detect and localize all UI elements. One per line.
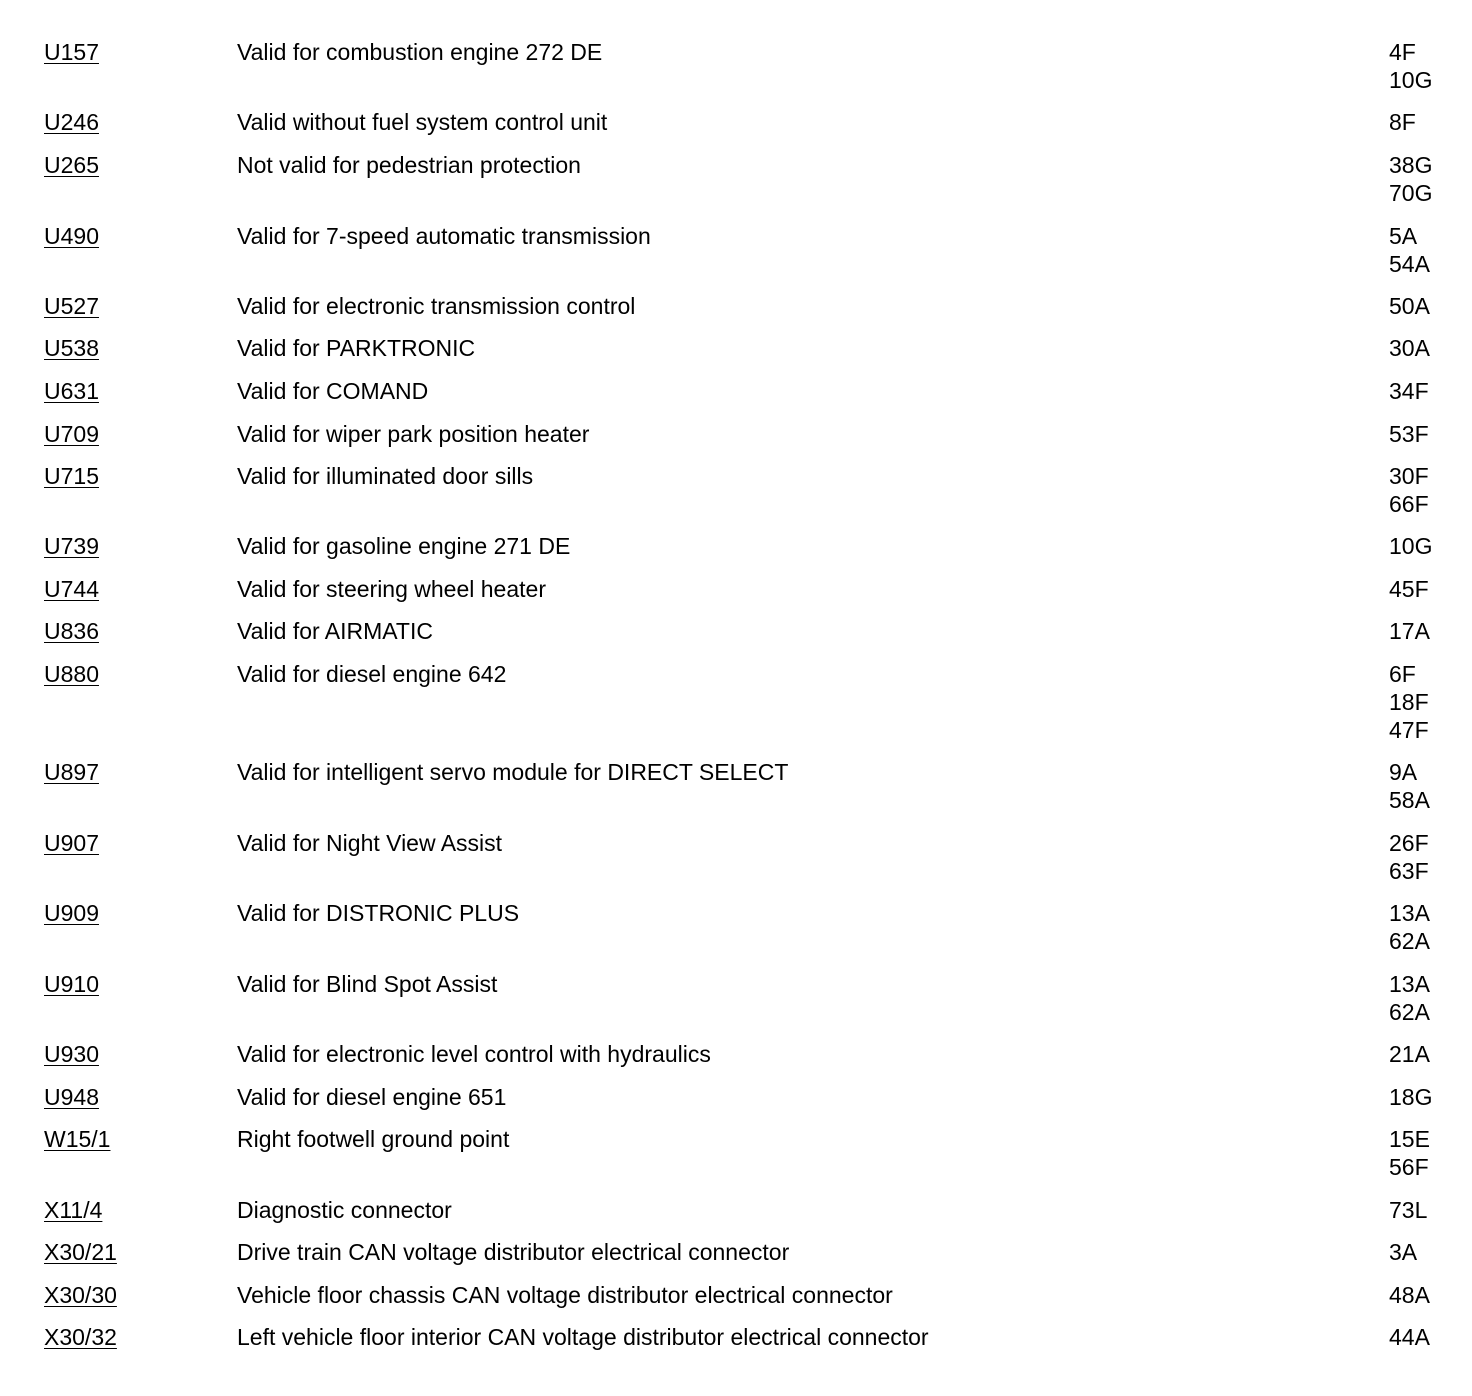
grid-references <box>1389 1323 1430 1351</box>
component-description: Valid for steering wheel heater <box>237 576 546 602</box>
legend-row <box>0 1196 1472 1226</box>
grid-reference: 6F <box>1389 661 1416 687</box>
component-code-link[interactable]: U909 <box>44 900 99 926</box>
legend-row <box>0 377 1472 407</box>
grid-references <box>1389 1040 1430 1068</box>
grid-reference: 54A <box>1389 251 1430 277</box>
legend-row <box>0 108 1472 138</box>
component-description: Diagnostic connector <box>237 1197 452 1223</box>
component-description: Valid for Night View Assist <box>237 830 503 856</box>
grid-reference: 66F <box>1389 491 1429 517</box>
grid-reference: 47F <box>1389 717 1429 743</box>
grid-references <box>1389 758 1430 814</box>
component-description: Valid for electronic transmission control <box>237 293 636 319</box>
component-description: Not valid for pedestrian protection <box>237 152 581 178</box>
component-code-link[interactable]: X30/32 <box>44 1324 117 1350</box>
grid-reference: 9A <box>1389 759 1418 785</box>
component-code-link[interactable]: U265 <box>44 152 99 178</box>
grid-references <box>1389 1125 1430 1181</box>
grid-reference: 26F <box>1389 830 1429 856</box>
grid-references <box>1389 334 1430 362</box>
legend-row <box>0 334 1472 364</box>
legend-row <box>0 462 1472 517</box>
component-description: Valid without fuel system control unit <box>237 109 608 135</box>
component-code-link[interactable]: U744 <box>44 576 99 602</box>
component-code-link[interactable]: U930 <box>44 1041 99 1067</box>
grid-reference: 62A <box>1389 928 1430 954</box>
grid-references <box>1389 617 1430 645</box>
legend-row <box>0 1281 1472 1311</box>
component-description: Right footwell ground point <box>237 1126 510 1152</box>
grid-references <box>1389 151 1432 207</box>
component-description: Valid for diesel engine 642 <box>237 661 507 687</box>
component-code-link[interactable]: U739 <box>44 533 99 559</box>
legend-row <box>0 1323 1472 1353</box>
grid-reference: 10G <box>1389 67 1433 93</box>
grid-references <box>1389 420 1429 448</box>
legend-row <box>0 660 1472 743</box>
legend-row <box>0 1083 1472 1113</box>
component-code-link[interactable]: U538 <box>44 335 99 361</box>
legend-row <box>0 829 1472 884</box>
grid-references <box>1389 108 1416 136</box>
component-code-link[interactable]: U157 <box>44 39 99 65</box>
grid-reference: 13A <box>1389 900 1430 926</box>
grid-reference: 5A <box>1389 223 1418 249</box>
component-description: Valid for AIRMATIC <box>237 618 433 644</box>
grid-reference: 30F <box>1389 463 1429 489</box>
component-description: Valid for Blind Spot Assist <box>237 971 498 997</box>
grid-reference: 63F <box>1389 858 1429 884</box>
legend-row <box>0 758 1472 813</box>
legend-row <box>0 899 1472 954</box>
grid-references <box>1389 1238 1417 1266</box>
legend-row <box>0 532 1472 562</box>
grid-references <box>1389 899 1430 955</box>
component-code-link[interactable]: W15/1 <box>44 1126 111 1152</box>
grid-references <box>1389 462 1429 518</box>
grid-references <box>1389 222 1430 278</box>
component-code-link[interactable]: U490 <box>44 223 99 249</box>
component-code-link[interactable]: U715 <box>44 463 99 489</box>
component-description: Valid for gasoline engine 271 DE <box>237 533 571 559</box>
grid-references <box>1389 532 1432 560</box>
grid-references <box>1389 1083 1432 1111</box>
component-description: Drive train CAN voltage distributor electrical connector <box>237 1239 790 1265</box>
grid-reference: 18F <box>1389 689 1429 715</box>
grid-reference: 34F <box>1389 378 1429 404</box>
component-code-link[interactable]: U631 <box>44 378 99 404</box>
grid-reference: 58A <box>1389 787 1430 813</box>
component-description: Valid for intelligent servo module for DIRECT SELECT <box>237 759 789 785</box>
grid-references <box>1389 1196 1427 1224</box>
grid-reference: 10G <box>1389 533 1433 559</box>
grid-reference: 48A <box>1389 1282 1430 1308</box>
component-description: Valid for diesel engine 651 <box>237 1084 507 1110</box>
legend-row <box>0 38 1472 93</box>
grid-references <box>1389 829 1429 885</box>
legend-row <box>0 1238 1472 1268</box>
grid-reference: 30A <box>1389 335 1430 361</box>
component-code-link[interactable]: U709 <box>44 421 99 447</box>
legend-row <box>0 970 1472 1025</box>
legend-row <box>0 575 1472 605</box>
component-code-link[interactable]: X30/30 <box>44 1282 117 1308</box>
legend-row <box>0 617 1472 647</box>
legend-row <box>0 292 1472 322</box>
grid-references <box>1389 970 1430 1026</box>
grid-reference: 38G <box>1389 152 1433 178</box>
grid-reference: 15E <box>1389 1126 1430 1152</box>
component-code-link[interactable]: U836 <box>44 618 99 644</box>
grid-references <box>1389 38 1432 94</box>
grid-reference: 73L <box>1389 1197 1428 1223</box>
component-code-link[interactable]: U897 <box>44 759 99 785</box>
grid-reference: 62A <box>1389 999 1430 1025</box>
grid-references <box>1389 575 1429 603</box>
component-code-link[interactable]: U948 <box>44 1084 99 1110</box>
component-description: Valid for PARKTRONIC <box>237 335 476 361</box>
legend-row <box>0 1125 1472 1180</box>
grid-references <box>1389 1281 1430 1309</box>
grid-reference: 45F <box>1389 576 1429 602</box>
grid-references <box>1389 660 1429 744</box>
component-code-link[interactable]: U907 <box>44 830 99 856</box>
component-description: Valid for illuminated door sills <box>237 463 534 489</box>
component-description: Valid for electronic level control with hydraulics <box>237 1041 711 1067</box>
component-code-link[interactable]: U880 <box>44 661 99 687</box>
grid-reference: 70G <box>1389 180 1433 206</box>
component-code-link[interactable]: X11/4 <box>44 1197 103 1223</box>
grid-reference: 13A <box>1389 971 1430 997</box>
component-description: Valid for COMAND <box>237 378 429 404</box>
component-description: Left vehicle floor interior CAN voltage distributor electrical connector <box>237 1324 929 1350</box>
grid-reference: 8F <box>1389 109 1416 135</box>
legend-row <box>0 222 1472 277</box>
grid-reference: 50A <box>1389 293 1430 319</box>
component-description: Valid for DISTRONIC PLUS <box>237 900 520 926</box>
grid-reference: 44A <box>1389 1324 1430 1350</box>
component-description: Vehicle floor chassis CAN voltage distributor electrical connector <box>237 1282 893 1308</box>
grid-reference: 53F <box>1389 421 1429 447</box>
component-code-link[interactable]: U246 <box>44 109 99 135</box>
grid-reference: 56F <box>1389 1154 1429 1180</box>
legend-row <box>0 420 1472 450</box>
legend-row <box>0 151 1472 206</box>
grid-reference: 18G <box>1389 1084 1433 1110</box>
component-code-link[interactable]: U910 <box>44 971 99 997</box>
grid-references <box>1389 377 1429 405</box>
component-code-link[interactable]: X30/21 <box>44 1239 117 1265</box>
grid-reference: 21A <box>1389 1041 1430 1067</box>
grid-reference: 4F <box>1389 39 1416 65</box>
grid-reference: 17A <box>1389 618 1430 644</box>
component-description: Valid for wiper park position heater <box>237 421 590 447</box>
legend-row <box>0 1040 1472 1070</box>
component-description: Valid for 7-speed automatic transmission <box>237 223 651 249</box>
component-code-link[interactable]: U527 <box>44 293 99 319</box>
grid-references <box>1389 292 1430 320</box>
component-description: Valid for combustion engine 272 DE <box>237 39 603 65</box>
grid-reference: 3A <box>1389 1239 1418 1265</box>
